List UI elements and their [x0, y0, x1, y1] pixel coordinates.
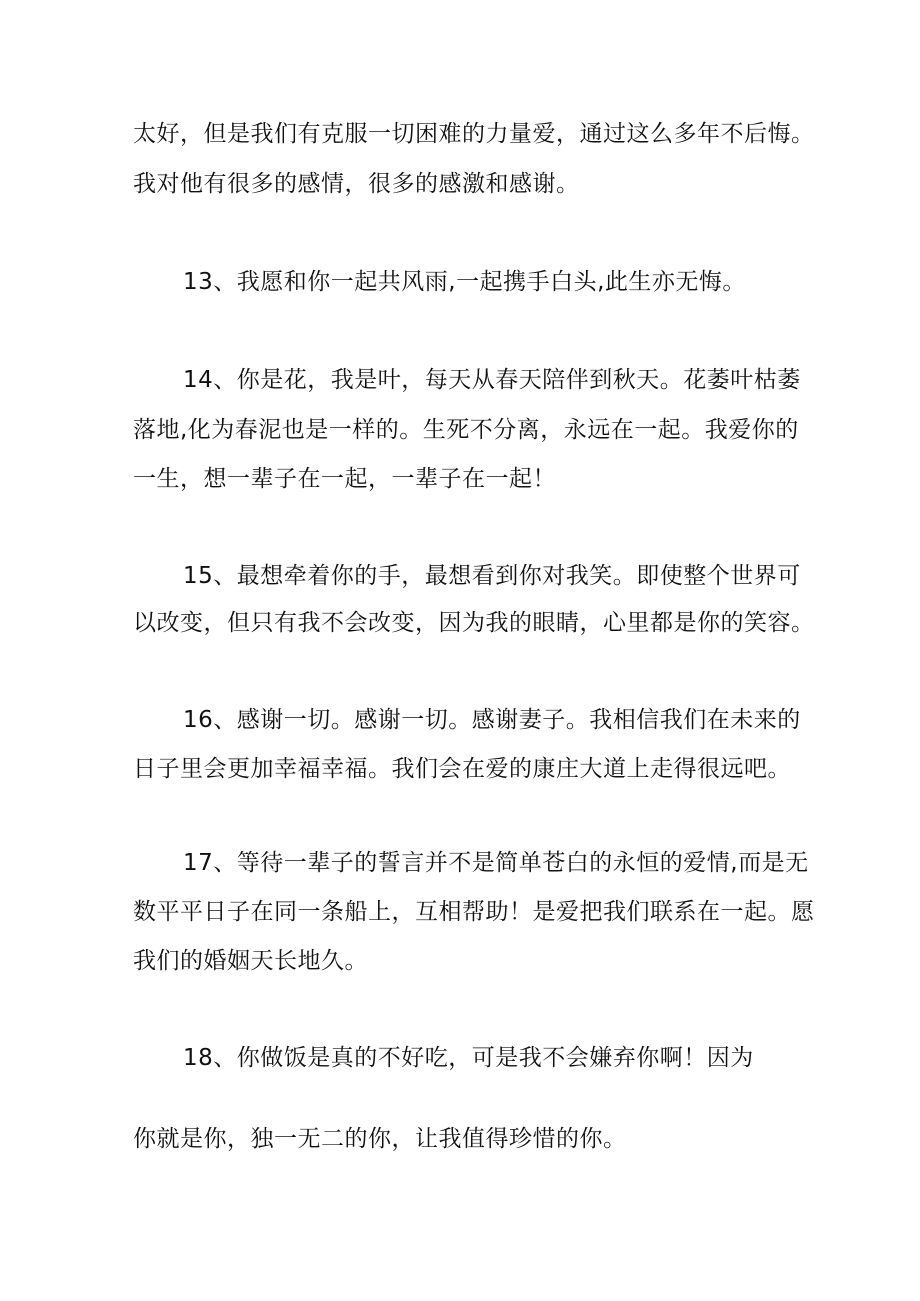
paragraph-16-line: 16、感谢一切。感谢一切。感谢妻子。我相信我们在未来的: [183, 707, 801, 733]
paragraph-17-line: 17、等待一辈子的誓言并不是简单苍白的永恒的爱情,而是无: [183, 850, 809, 876]
paragraph-17-line: 我们的婚姻天长地久。: [133, 948, 368, 974]
paragraph-15-line: 15、最想牵着你的手，最想看到你对我笑。即使整个世界可: [183, 563, 801, 589]
paragraph-14-line: 一生，想一辈子在一起，一辈子在一起！: [133, 466, 556, 492]
paragraph-17-line: 数平平日子在同一条船上，互相帮助！是爱把我们联系在一起。愿: [133, 899, 815, 925]
paragraph-line: 太好，但是我们有克服一切困难的力量爱，通过这么多年不后悔。: [133, 121, 815, 147]
paragraph-15-line: 以改变，但只有我不会改变，因为我的眼睛，心里都是你的笑容。: [133, 610, 815, 636]
paragraph-18-line: 18、你做饭是真的不好吃，可是我不会嫌弃你啊！因为: [183, 1045, 754, 1071]
paragraph-18-line: 你就是你，独一无二的你，让我值得珍惜的你。: [133, 1126, 627, 1152]
paragraph-16-line: 日子里会更加幸福幸福。我们会在爱的康庄大道上走得很远吧。: [133, 756, 791, 782]
paragraph-13-line: 13、我愿和你一起共风雨,一起携手白头,此生亦无悔。: [183, 269, 746, 295]
paragraph-line: 我对他有很多的感情，很多的感激和感谢。: [133, 171, 580, 197]
paragraph-14-line: 落地,化为春泥也是一样的。生死不分离，永远在一起。我爱你的: [133, 417, 799, 443]
paragraph-14-line: 14、你是花，我是叶，每天从春天陪伴到秋天。花萎叶枯萎: [183, 367, 801, 393]
